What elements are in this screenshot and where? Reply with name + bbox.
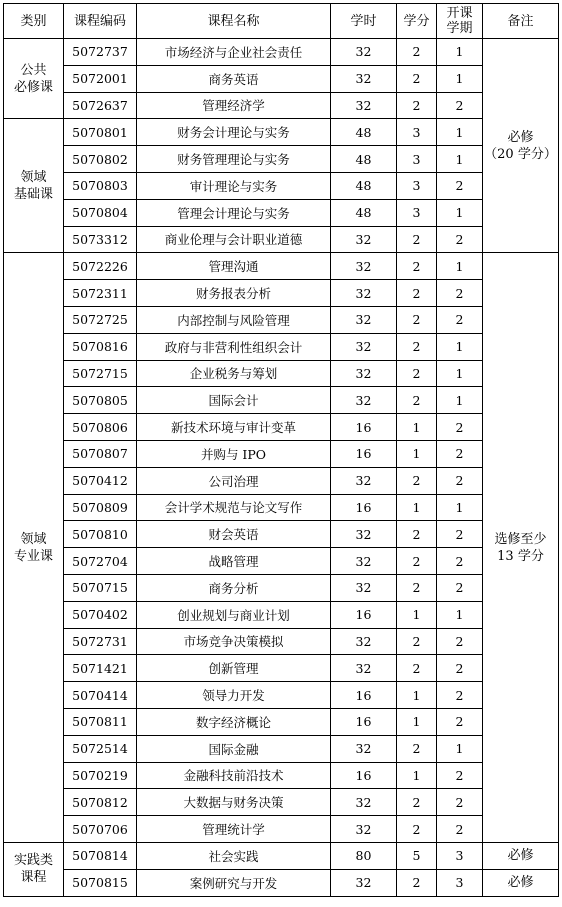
course-credits: 2: [397, 65, 437, 92]
category-cell: [4, 842, 64, 896]
course-credits: 2: [397, 548, 437, 575]
remark-required-line1: 必修: [507, 129, 534, 145]
course-name: 公司治理: [137, 467, 331, 494]
course-term: 2: [437, 226, 483, 253]
course-hours: 48: [331, 199, 397, 226]
course-name: 管理会计理论与实务: [137, 199, 331, 226]
table-row: [4, 253, 559, 280]
course-term: 2: [437, 655, 483, 682]
course-term: 2: [437, 548, 483, 575]
course-hours: 32: [331, 226, 397, 253]
table-row: [4, 306, 559, 333]
category-cell: [4, 39, 64, 119]
category-line2: 基础课: [13, 186, 53, 202]
course-term: 2: [437, 708, 483, 735]
course-hours: 32: [331, 655, 397, 682]
course-credits: 2: [397, 574, 437, 601]
course-code: 5072514: [64, 735, 137, 762]
table-row: [4, 628, 559, 655]
course-term: 1: [437, 360, 483, 387]
header-credits: 学分: [397, 4, 437, 39]
course-term: 1: [437, 253, 483, 280]
course-term: 1: [437, 387, 483, 414]
course-code: 5072637: [64, 92, 137, 119]
course-name: 并购与 IPO: [137, 440, 331, 467]
course-hours: 32: [331, 387, 397, 414]
course-code: 5070807: [64, 440, 137, 467]
course-hours: 16: [331, 601, 397, 628]
table-row: [4, 280, 559, 307]
course-name: 社会实践: [137, 842, 331, 869]
course-name: 管理沟通: [137, 253, 331, 280]
category-line1: 公共: [20, 62, 47, 78]
course-name: 管理统计学: [137, 816, 331, 843]
course-code: 5072737: [64, 39, 137, 66]
table-body: [4, 39, 559, 897]
course-name: 创业规划与商业计划: [137, 601, 331, 628]
course-hours: 48: [331, 172, 397, 199]
table-row: [4, 360, 559, 387]
remark-elective: [483, 253, 559, 843]
category-line1: 领域: [20, 169, 47, 185]
course-name: 政府与非营利性组织会计: [137, 333, 331, 360]
course-term: 2: [437, 92, 483, 119]
course-name: 创新管理: [137, 655, 331, 682]
course-hours: 32: [331, 360, 397, 387]
course-code: 5072715: [64, 360, 137, 387]
course-term: 1: [437, 601, 483, 628]
course-hours: 32: [331, 280, 397, 307]
course-term: 2: [437, 172, 483, 199]
course-name: 审计理论与实务: [137, 172, 331, 199]
course-code: 5070806: [64, 414, 137, 441]
course-name: 财务会计理论与实务: [137, 119, 331, 146]
course-code: 5070803: [64, 172, 137, 199]
course-credits: 1: [397, 494, 437, 521]
course-name: 战略管理: [137, 548, 331, 575]
course-code: 5070815: [64, 869, 137, 896]
course-name: 财会英语: [137, 521, 331, 548]
course-code: 5070811: [64, 708, 137, 735]
table-row: [4, 762, 559, 789]
course-credits: 3: [397, 172, 437, 199]
table-row: [4, 146, 559, 173]
course-code: 5070402: [64, 601, 137, 628]
course-name: 商务分析: [137, 574, 331, 601]
course-hours: 16: [331, 682, 397, 709]
remark-practice-1: 必修: [483, 842, 559, 869]
course-code: 5070809: [64, 494, 137, 521]
course-name: 商业伦理与会计职业道德: [137, 226, 331, 253]
course-hours: 32: [331, 92, 397, 119]
table-row: [4, 842, 559, 869]
course-name: 领导力开发: [137, 682, 331, 709]
course-hours: 32: [331, 467, 397, 494]
course-credits: 1: [397, 601, 437, 628]
course-code: 5070715: [64, 574, 137, 601]
course-code: 5070810: [64, 521, 137, 548]
course-credits: 2: [397, 360, 437, 387]
course-name: 内部控制与风险管理: [137, 306, 331, 333]
course-code: 5070219: [64, 762, 137, 789]
table-row: [4, 387, 559, 414]
course-hours: 32: [331, 789, 397, 816]
course-credits: 2: [397, 92, 437, 119]
header-row: [4, 4, 559, 39]
table-row: [4, 735, 559, 762]
table-row: [4, 467, 559, 494]
course-credits: 2: [397, 869, 437, 896]
table-row: [4, 494, 559, 521]
course-credits: 1: [397, 708, 437, 735]
course-hours: 16: [331, 440, 397, 467]
remark-practice-2: 必修: [483, 869, 559, 896]
course-credits: 2: [397, 253, 437, 280]
course-name: 企业税务与筹划: [137, 360, 331, 387]
course-hours: 32: [331, 39, 397, 66]
category-cell: [4, 119, 64, 253]
course-code: 5073312: [64, 226, 137, 253]
course-credits: 1: [397, 762, 437, 789]
course-term: 1: [437, 39, 483, 66]
course-credits: 3: [397, 119, 437, 146]
course-term: 1: [437, 65, 483, 92]
course-name: 案例研究与开发: [137, 869, 331, 896]
course-credits: 2: [397, 628, 437, 655]
course-hours: 32: [331, 628, 397, 655]
remark-elective-line2: 13 学分: [497, 548, 544, 564]
course-credits: 2: [397, 333, 437, 360]
remark-required: [483, 39, 559, 253]
course-name: 会计学术规范与论文写作: [137, 494, 331, 521]
table-row: [4, 119, 559, 146]
course-credits: 2: [397, 39, 437, 66]
course-table: [3, 3, 559, 897]
course-name: 财务管理理论与实务: [137, 146, 331, 173]
course-credits: 2: [397, 280, 437, 307]
course-hours: 32: [331, 548, 397, 575]
course-hours: 32: [331, 333, 397, 360]
course-term: 2: [437, 440, 483, 467]
course-credits: 5: [397, 842, 437, 869]
course-term: 1: [437, 146, 483, 173]
course-code: 5070816: [64, 333, 137, 360]
course-hours: 32: [331, 869, 397, 896]
header-term: [437, 4, 483, 39]
table-row: [4, 869, 559, 896]
header-term-line2: 学期: [446, 21, 473, 36]
course-name: 国际金融: [137, 735, 331, 762]
course-term: 2: [437, 574, 483, 601]
course-credits: 2: [397, 306, 437, 333]
course-term: 3: [437, 842, 483, 869]
course-term: 2: [437, 682, 483, 709]
course-name: 商务英语: [137, 65, 331, 92]
course-hours: 32: [331, 574, 397, 601]
category-line1: 实践类: [13, 853, 53, 869]
course-code: 5071421: [64, 655, 137, 682]
course-credits: 2: [397, 387, 437, 414]
course-term: 1: [437, 119, 483, 146]
course-term: 2: [437, 521, 483, 548]
course-name: 管理经济学: [137, 92, 331, 119]
course-term: 1: [437, 735, 483, 762]
table-row: [4, 655, 559, 682]
table-row: [4, 39, 559, 66]
remark-elective-line1: 选修至少: [494, 531, 547, 547]
header-name: 课程名称: [137, 4, 331, 39]
course-code: 5072001: [64, 65, 137, 92]
course-hours: 32: [331, 65, 397, 92]
course-hours: 48: [331, 146, 397, 173]
header-remark: 备注: [483, 4, 559, 39]
course-term: 2: [437, 414, 483, 441]
table-row: [4, 789, 559, 816]
category-line1: 领域: [20, 531, 47, 547]
course-credits: 1: [397, 440, 437, 467]
table-row: [4, 172, 559, 199]
course-hours: 32: [331, 521, 397, 548]
course-name: 市场经济与企业社会责任: [137, 39, 331, 66]
category-line2: 必修课: [13, 79, 53, 95]
course-credits: 2: [397, 789, 437, 816]
course-term: 2: [437, 280, 483, 307]
remark-required-line2: （20 学分）: [484, 146, 557, 162]
course-code: 5072731: [64, 628, 137, 655]
course-hours: 80: [331, 842, 397, 869]
course-term: 1: [437, 333, 483, 360]
course-name: 金融科技前沿技术: [137, 762, 331, 789]
table-row: [4, 601, 559, 628]
course-term: 3: [437, 869, 483, 896]
course-term: 2: [437, 762, 483, 789]
table-row: [4, 333, 559, 360]
course-credits: 2: [397, 226, 437, 253]
course-name: 数字经济概论: [137, 708, 331, 735]
course-credits: 2: [397, 521, 437, 548]
course-name: 市场竞争决策模拟: [137, 628, 331, 655]
table-row: [4, 65, 559, 92]
table-row: [4, 440, 559, 467]
course-credits: 2: [397, 816, 437, 843]
course-code: 5070412: [64, 467, 137, 494]
course-code: 5072704: [64, 548, 137, 575]
course-hours: 16: [331, 762, 397, 789]
course-code: 5070812: [64, 789, 137, 816]
course-name: 新技术环境与审计变革: [137, 414, 331, 441]
category-line2: 课程: [20, 870, 47, 886]
course-term: 2: [437, 306, 483, 333]
course-credits: 2: [397, 467, 437, 494]
table-row: [4, 92, 559, 119]
table-row: [4, 548, 559, 575]
course-name: 财务报表分析: [137, 280, 331, 307]
course-hours: 32: [331, 253, 397, 280]
table-row: [4, 816, 559, 843]
header-category: 类别: [4, 4, 64, 39]
course-code: 5072311: [64, 280, 137, 307]
course-credits: 1: [397, 682, 437, 709]
table-row: [4, 414, 559, 441]
table-row: [4, 574, 559, 601]
category-cell: [4, 253, 64, 843]
course-hours: 48: [331, 119, 397, 146]
table-row: [4, 682, 559, 709]
course-code: 5070804: [64, 199, 137, 226]
header-code: 课程编码: [64, 4, 137, 39]
header-term-line1: 开课: [446, 6, 473, 21]
course-code: 5070706: [64, 816, 137, 843]
course-hours: 16: [331, 414, 397, 441]
course-code: 5070414: [64, 682, 137, 709]
course-code: 5070814: [64, 842, 137, 869]
table-row: [4, 708, 559, 735]
course-hours: 32: [331, 816, 397, 843]
course-credits: 1: [397, 414, 437, 441]
course-hours: 32: [331, 735, 397, 762]
course-term: 1: [437, 199, 483, 226]
course-code: 5072725: [64, 306, 137, 333]
course-hours: 16: [331, 494, 397, 521]
course-hours: 16: [331, 708, 397, 735]
course-term: 2: [437, 789, 483, 816]
course-credits: 3: [397, 199, 437, 226]
header-hours: 学时: [331, 4, 397, 39]
course-credits: 2: [397, 735, 437, 762]
course-term: 2: [437, 628, 483, 655]
course-code: 5070802: [64, 146, 137, 173]
course-name: 大数据与财务决策: [137, 789, 331, 816]
table-row: [4, 199, 559, 226]
course-term: 1: [437, 494, 483, 521]
course-credits: 3: [397, 146, 437, 173]
course-term: 2: [437, 467, 483, 494]
course-name: 国际会计: [137, 387, 331, 414]
course-hours: 32: [331, 306, 397, 333]
category-line2: 专业课: [13, 548, 53, 564]
course-code: 5070805: [64, 387, 137, 414]
table-row: [4, 521, 559, 548]
table-row: [4, 226, 559, 253]
course-code: 5070801: [64, 119, 137, 146]
course-code: 5072226: [64, 253, 137, 280]
course-credits: 2: [397, 655, 437, 682]
course-term: 2: [437, 816, 483, 843]
